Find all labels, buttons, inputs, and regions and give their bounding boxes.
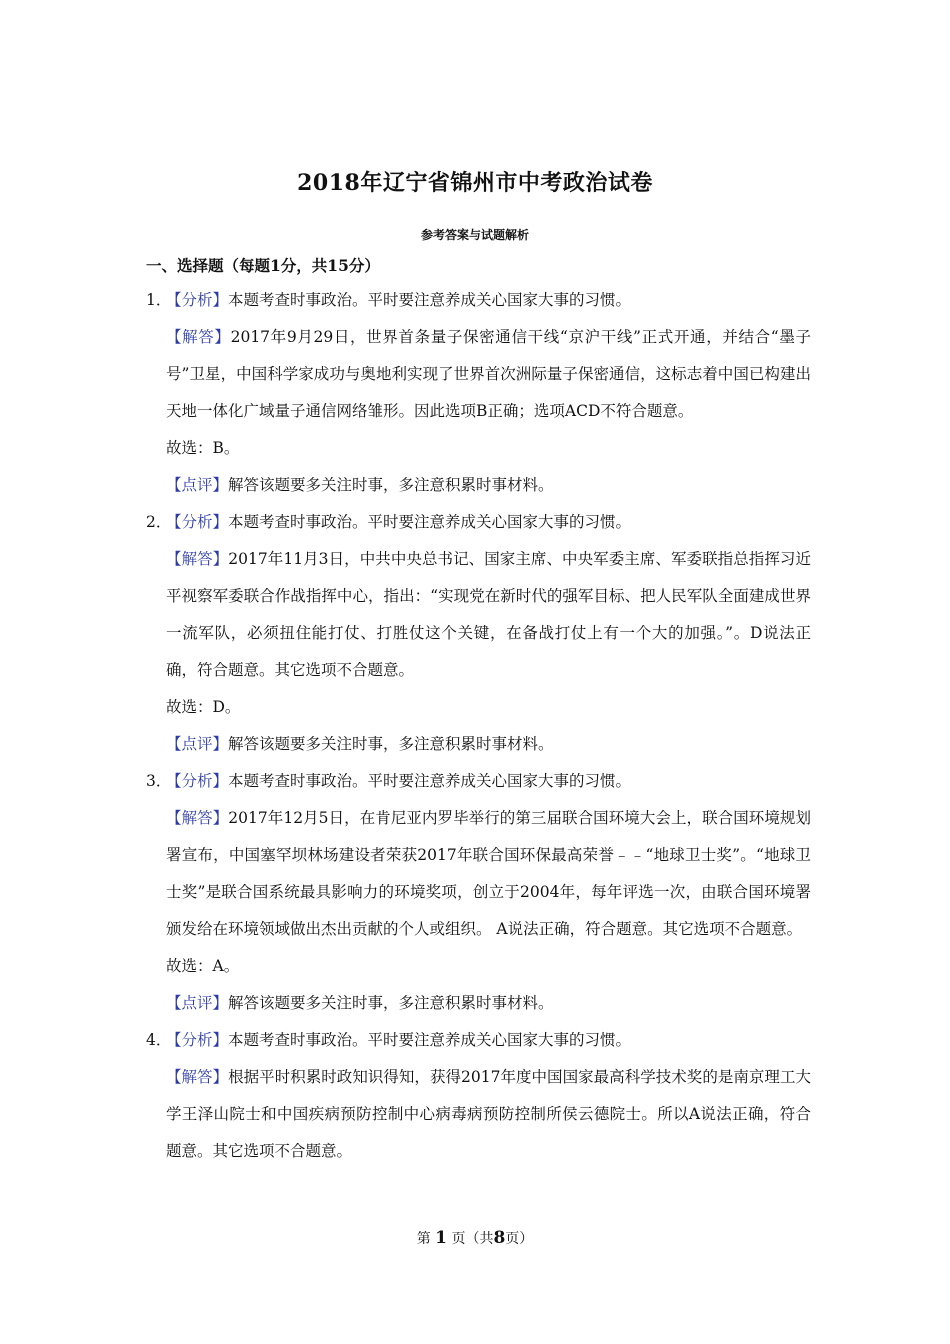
answer-text: 2017年9月29日，世界首条量子保密通信干线“京沪干线”正式开通，并结合“墨子号”卫星，中国科学家成功与奥地利实现了世界首次洲际量子保密通信，这标志着中国已构建出天地一体化广域量子通信网络雏形。因此选项B正确；选项ACD不符合题意。 [166,328,811,420]
comment-tag: 【点评】 [166,735,229,753]
analysis-tag: 【分析】 [166,291,229,309]
analysis-text: 本题考查时事政治。平时要注意养成关心国家大事的习惯。 [228,772,632,790]
analysis-text: 本题考查时事政治。平时要注意养成关心国家大事的习惯。 [228,1031,632,1049]
footer-prefix: 第 [416,1231,431,1247]
answer-text: 根据平时积累时政知识得知，获得2017年度中国国家最高科学技术奖的是南京理工大学王泽山院士和中国疾病预防控制中心病毒病预防控制所侯云德院士。所以A说法正确，符合题意。其它选项不合题意。 [166,1068,811,1160]
question-number: 2． [146,513,172,531]
answer-text: 2017年12月5日，在肯尼亚内罗毕举行的第三届联合国环境大会上，联合国环境规划署宣布，中国塞罕坝林场建设者荣获2017年联合国环保最高荣誉﹣﹣“地球卫士奖”。“地球卫士奖”是联合国系统最具影响力的环境奖项，创立于2004年，每年评选一次，由联合国环境署颁发给在环境领域做出杰出贡献的个人或组织。 A说法正确，符合题意。其它选项不合题意。 [166,809,811,938]
question-number: 3． [146,772,172,790]
analysis-text: 本题考查时事政治。平时要注意养成关心国家大事的习惯。 [228,291,632,309]
total-page-number: 8 [493,1228,506,1248]
comment-text: 解答该题要多关注时事，多注意积累时事材料。 [228,994,554,1012]
comment-tag: 【点评】 [166,994,229,1012]
document-title: 2018年辽宁省锦州市中考政治试卷 [297,170,653,196]
analysis-text: 本题考查时事政治。平时要注意养成关心国家大事的习惯。 [228,513,632,531]
document-subtitle: 参考答案与试题解析 [420,228,529,242]
footer-middle: 页（共 [451,1231,494,1247]
answer-text: 2017年11月3日，中共中央总书记、国家主席、中央军委主席、军委联指总指挥习近平视察军委联合作战指挥中心，指出：“实现党在新时代的强军目标、把人民军队全面建成世界一流军队，必须扭住能打仗、打胜仗这个关键，在备战打仗上有一个大的加强。”。D说法正确，符合题意。其它选项不合题意。 [166,550,811,679]
answer-tag: 【解答】 [166,809,229,827]
question-1 [146,282,811,504]
question-3 [146,763,811,1022]
page-footer [0,1228,950,1248]
choice-text: 故选：B。 [166,439,240,457]
analysis-tag: 【分析】 [166,513,229,531]
answer-content [146,282,811,1170]
question-2 [146,504,811,763]
section-heading: 一、选择题（每题1分，共15分） [146,256,380,275]
answer-tag: 【解答】 [166,328,231,346]
choice-text: 故选：D。 [166,698,241,716]
question-number: 1． [146,291,172,309]
comment-text: 解答该题要多关注时事，多注意积累时事材料。 [228,735,554,753]
analysis-tag: 【分析】 [166,1031,229,1049]
comment-tag: 【点评】 [166,476,229,494]
choice-text: 故选：A。 [166,957,240,975]
answer-tag: 【解答】 [166,550,229,568]
current-page-number: 1 [435,1228,447,1248]
comment-text: 解答该题要多关注时事，多注意积累时事材料。 [228,476,554,494]
answer-tag: 【解答】 [166,1068,229,1086]
question-4 [146,1022,811,1170]
question-number: 4． [146,1031,172,1049]
footer-suffix: 页） [505,1231,534,1247]
analysis-tag: 【分析】 [166,772,229,790]
